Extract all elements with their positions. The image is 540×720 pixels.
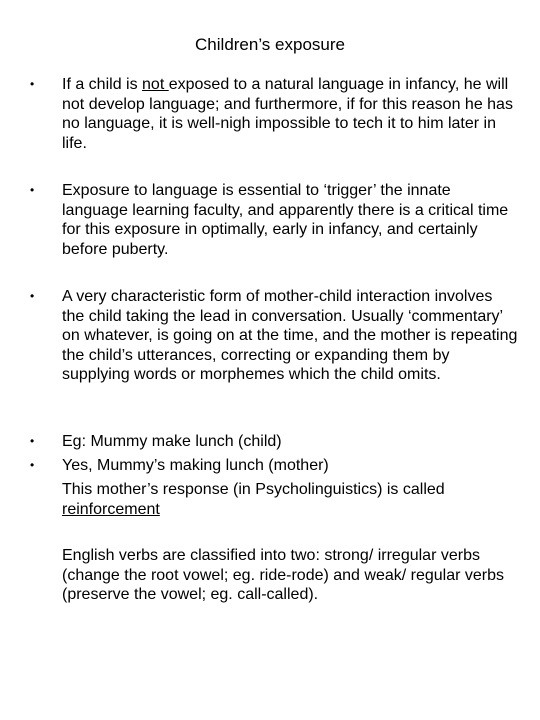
bullet-icon: •: [30, 434, 35, 448]
paragraph-no-exposure: [62, 75, 518, 153]
bullet-icon: •: [30, 289, 35, 303]
reinforcement-term: reinforcement: [62, 500, 160, 518]
paragraph-1-start: If a child is: [62, 76, 143, 93]
underlined-not: not: [142, 76, 169, 93]
example-mother-response: Yes, Mummy’s making lunch (mother): [62, 457, 329, 474]
paragraph-1-rest: exposed to a natural language in infancy, he will not develop language; and furthermore, if for this reason he has no language, it is well-nigh impossible to tech it to him later in life.: [62, 76, 513, 152]
slide-title: Children’s exposure: [195, 35, 345, 54]
example-child-utterance: Eg: Mummy make lunch (child): [62, 433, 282, 450]
reinforcement-text: This mother’s response (in Psycholinguistics) is called: [62, 481, 445, 498]
bullet-icon: •: [30, 183, 35, 197]
reinforcement-line: [62, 480, 518, 519]
bullet-icon: •: [30, 458, 35, 472]
paragraph-mother-child-interaction: A very characteristic form of mother-child interaction involves the child taking the lead in conversation. Usually ‘commentary’ on whatever, is going on at the time, and the mother is repeating the child’s utterances, correcting or expanding them by supplying words or morphemes which the child omits.: [62, 288, 518, 384]
bullet-icon: •: [30, 77, 35, 91]
paragraph-verb-classes: English verbs are classified into two: strong/ irregular verbs (change the root vowel; eg. ride-rode) and weak/ regular verbs (preserve the vowel; eg. call-called).: [62, 547, 505, 604]
paragraph-exposure-trigger: Exposure to language is essential to ‘trigger’ the innate language learning faculty, and apparently there is a critical time for this exposure in optimally, early in infancy, and certainly before puberty.: [62, 182, 509, 258]
